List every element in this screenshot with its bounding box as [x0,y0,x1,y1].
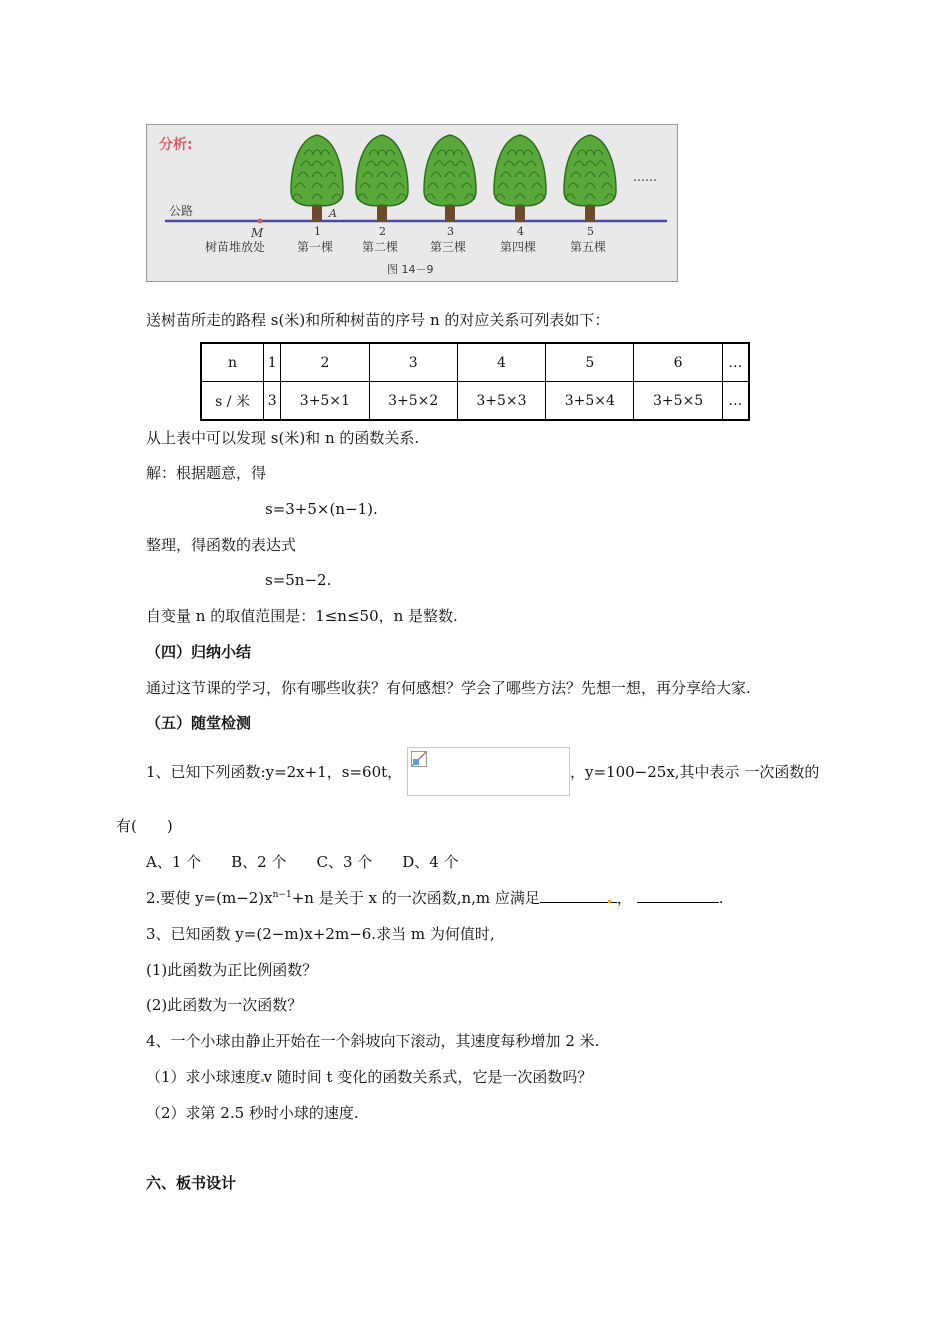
table-row-values [201,382,749,421]
solution-line: 解：根据题意，得 [146,464,267,482]
question-2-exponent: n−1 [272,890,292,900]
table-cell: 6 [634,343,722,382]
section-4-title: （四）归纳小结 [146,643,252,661]
question-4-part-1-a: （1）求小球速度 [146,1068,261,1086]
table-cell: s / 米 [201,382,264,421]
tree-1 [291,135,343,254]
point-m-marker [258,219,263,224]
table-cell: 3+5×3 [457,382,545,421]
tree-label: 第四棵 [500,240,537,254]
table-row-header [201,343,749,382]
question-2-separator: ， [616,889,632,907]
table-cell: 3 [264,382,281,421]
table-cell: 1 [264,343,281,382]
domain-line: 自变量 n 的取值范围是：1≤n≤50，n 是整数. [146,607,458,625]
tree-label: 第五棵 [570,240,607,254]
table-cell: 3+5×5 [634,382,722,421]
equation-2: s=5n−2. [265,571,332,589]
question-2-text-b: +n 是关于 x 的一次函数,n,m 应满足 [291,889,540,907]
question-4-part-2: （2）求第 2.5 秒时小球的速度. [146,1104,359,1122]
discover-line: 从上表中可以发现 s(米)和 n 的函数关系. [146,429,420,447]
tree-label: 第一棵 [297,240,334,254]
analysis-label: 分析: [159,137,193,153]
table-cell: 3+5×2 [369,382,457,421]
question-3-part-2: (2)此函数为一次函数？ [146,996,303,1014]
figure-ellipsis: …… [633,170,657,184]
broken-image-placeholder [407,747,570,796]
tree-number: 2 [379,225,386,238]
tree-planting-figure [146,124,678,282]
question-2-end: . [718,889,724,907]
section-6-title: 六、板书设计 [146,1174,237,1192]
road-label: 公路 [169,204,194,218]
summary-line: 通过这节课的学习，你有哪些收获？有何感想？学会了哪些方法？先想一想，再分享给大家. [146,679,751,697]
figure-drawing [147,125,678,282]
equation-1: s=3+5×(n−1). [265,500,378,518]
tree-number: 3 [447,225,454,238]
tree-number: 1 [314,225,321,238]
section-5-title: （五）随堂检测 [146,714,252,732]
answer-blank-1[interactable] [540,888,608,903]
table-cell: 3+5×1 [281,382,369,421]
tree-5 [564,135,616,254]
figure-caption: 图 14－9 [387,263,434,276]
question-2 [146,888,723,908]
table-cell: 3+5×4 [546,382,634,421]
question-3: 3、已知函数 y=(2−m)x+2m−6.求当 m 为何值时, [146,925,495,943]
table-cell: 3 [369,343,457,382]
question-3-part-1: (1)此函数为正比例函数？ [146,961,318,979]
pile-label: 树苗堆放处 [205,240,266,254]
question-2-text-a: 2.要使 y=(m−2)x [146,889,273,907]
tree-2 [356,135,408,254]
question-1-options: A、1 个 B、2 个 C、3 个 D、4 个 [146,853,459,871]
intro-text: 送树苗所走的路程 s(米)和所种树苗的序号 n 的对应关系可列表如下： [146,311,610,329]
point-m-label: M [251,226,264,240]
tree-3 [424,135,476,254]
table-cell: 2 [281,343,369,382]
tree-4 [494,135,546,254]
table-cell: 5 [546,343,634,382]
tree-label: 第二棵 [362,240,399,254]
tree-number: 4 [517,225,524,238]
question-4-part-1 [146,1067,592,1087]
question-1-part1: 1、已知下列函数:y=2x+1，s=60t， [146,763,403,781]
answer-blank-2[interactable] [637,888,719,903]
question-4-part-1-b: v 随时间 t 变化的函数关系式，它是一次函数吗？ [263,1068,593,1086]
arrange-line: 整理，得函数的表达式 [146,536,297,554]
point-a-label: A [329,207,337,220]
broken-image-icon [411,751,427,767]
trees-group [291,135,616,254]
question-1-part2: ，y=100−25x,其中表示 一次函数的 [570,763,820,781]
question-4: 4、一个小球由静止开始在一个斜坡向下滚动，其速度每秒增加 2 米. [146,1032,600,1050]
table-cell: … [722,382,749,421]
table-cell: n [201,343,264,382]
tree-number: 5 [587,225,594,238]
correspondence-table [200,342,750,421]
table-cell: 4 [457,343,545,382]
question-1-part3: 有( ) [116,817,173,835]
tree-label: 第三棵 [430,240,467,254]
table-cell: … [722,343,749,382]
